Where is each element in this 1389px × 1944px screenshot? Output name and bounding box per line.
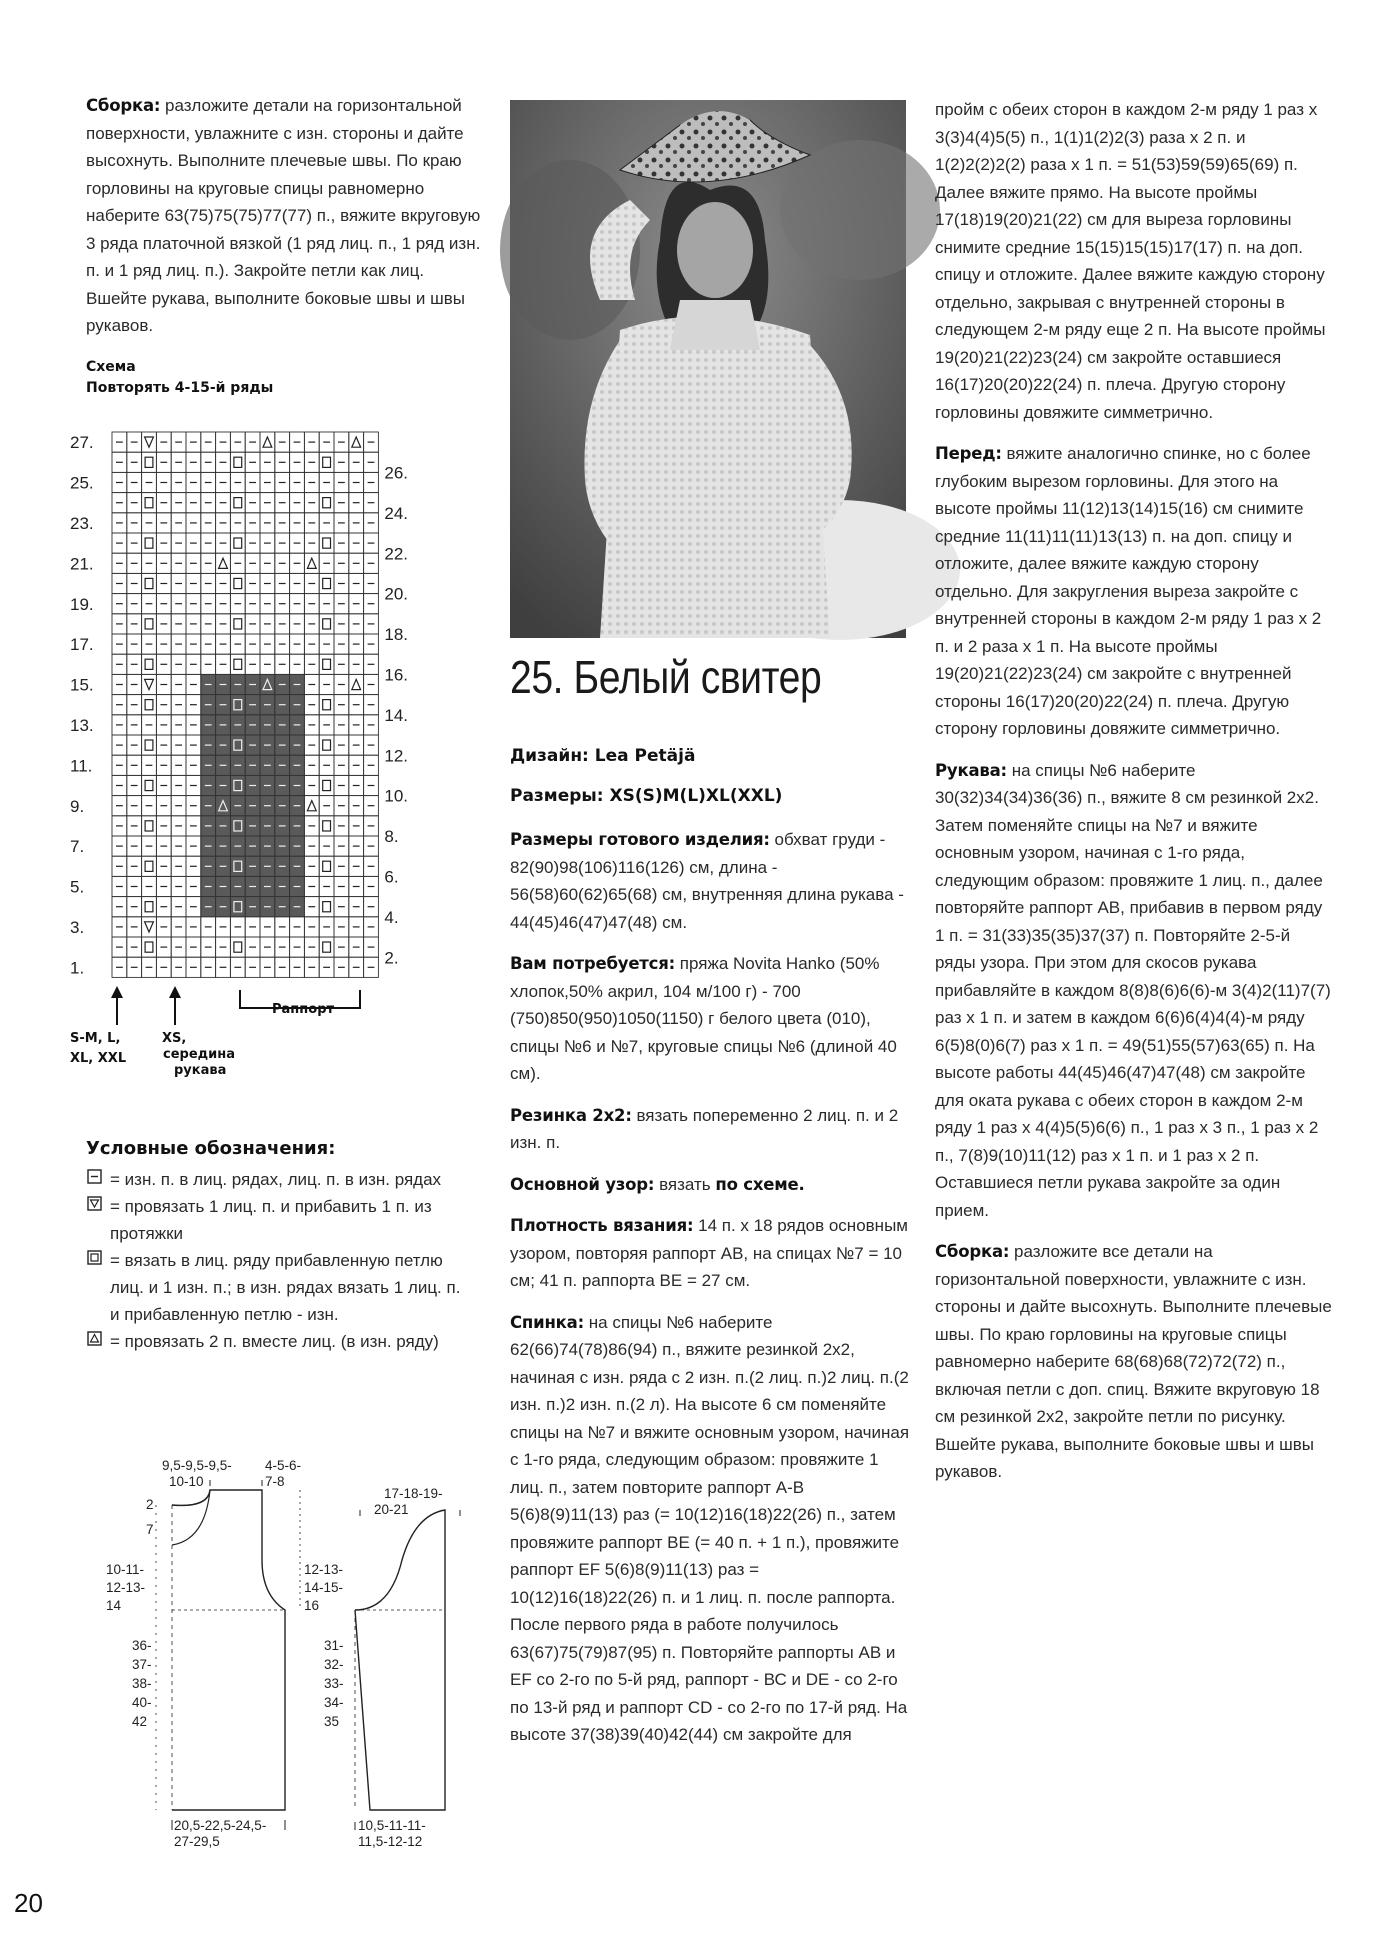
- materials-text: пряжа Novita Hanko (50% хлопок,50% акрил, 104 м/100 г) - 700 (750)850(950)1050(1150) г белого цвета (010), спицы №6 и №7, круговые спицы №6 (длиной 40 см).: [510, 954, 897, 1083]
- chart-row-label: 21.: [70, 554, 94, 574]
- armhole-right-c: 16: [304, 1598, 320, 1613]
- chart-cell: [304, 796, 319, 816]
- chart-row-label: 13.: [70, 715, 94, 735]
- chart-cell: [319, 735, 334, 755]
- sizes-line: Размеры: XS(S)M(L)XL(XXL): [510, 786, 783, 806]
- chart-symbol: [323, 861, 331, 871]
- armhole-right-b: 14-15-: [304, 1580, 344, 1595]
- chart-row-label: 22.: [384, 544, 409, 564]
- sleeve-length-label: 34-: [324, 1695, 344, 1710]
- chart-row-label: 6.: [384, 867, 399, 887]
- sleeve-text: на спицы №6 наберите 30(32)34(34)36(36) п., вяжите 8 см резинкой 2х2. Затем поменяйте спицы на №7 и вяжите основным узором, начиная с 1-го ряда, следующим образом: провяжите 1 лиц. п., далее повторяйте раппорт АВ, прибавив в первом ряду 1 п. = 31(33)35(35)37(37) п. Повторяйте 2-5-й ряды узора. При этом для скосов рукава прибавляйте в каждом 8(8)8(6)6(6)-м 3(4)2(11)7(7) раз х 1 п. и затем в каждом 6(6)6(4)4(4)-м ряду 6(5)8(0)6(7) раз х 1 п. = 49(51)55(57)63(65) п. На высоте работы 44(45)46(47)47(48) см закройте для оката рукава с обеих сторон в каждом 2-м ряду 1 раз х 4(4)5(5)6(6) п., 1 раз х 3 п., 1 раз х 2 п., 7(8)9(10)11(12) раз х 1 п. и 1 раз х 2 п. Оставшиеся петли рукава закройте за один прием.: [935, 760, 1331, 1220]
- chart-cell: [142, 897, 157, 917]
- chart-cell: [142, 856, 157, 876]
- marker-xs: XS,: [162, 1031, 187, 1046]
- materials-paragraph: [510, 950, 910, 1088]
- sleeve-paragraph: [935, 757, 1335, 1225]
- chart-cell: [230, 937, 245, 957]
- chart-symbol: [263, 437, 272, 447]
- neck-depth-a: 2: [146, 1497, 154, 1512]
- front-paragraph: [935, 440, 1335, 743]
- chart-cell: [319, 654, 334, 674]
- chart-symbol: [145, 700, 153, 710]
- chart-symbol: [145, 538, 153, 548]
- chart-row-label: 8.: [384, 827, 399, 847]
- arrow-up-icon: [111, 986, 123, 998]
- purl-square-icon: [86, 1166, 110, 1193]
- main-pattern-label: Основной узор:: [510, 1174, 655, 1194]
- chart-row-label: 20.: [384, 584, 409, 604]
- chart-cell: [304, 553, 319, 573]
- body-length-label: 40-: [132, 1695, 152, 1710]
- chart-row-label: 9.: [70, 796, 85, 816]
- back-label: Спинка:: [510, 1312, 585, 1332]
- increase-down-triangle-icon: [86, 1193, 110, 1247]
- chart-symbol: [323, 498, 331, 508]
- chart-symbol: [145, 498, 153, 508]
- chart-symbol: [145, 861, 153, 871]
- front-label: Перед:: [935, 444, 1002, 463]
- inner-square-icon: [86, 1247, 110, 1328]
- chart-row-label: 26.: [384, 463, 409, 483]
- chart-cell: [230, 614, 245, 634]
- arrow-up-icon: [169, 986, 181, 998]
- chart-cell: [142, 816, 157, 836]
- back-continued-paragraph: пройм с обеих сторон в каждом 2-м ряду 1 раз х 3(3)4(4)5(5) п., 1(1)1(2)2(3) раза х 2 п. и 1(2)2(2)2(2) раза х 1 п. = 51(53)59(59)65(69) п. Далее вяжите прямо. На высоте проймы 17(18)19(20)21(22) см для выреза горловины снимите средние 15(15)15(15)17(17) п. на доп. спицу и отложите. Далее вяжите каждую сторону отдельно, закрывая с внутренней стороны в следующем 2-м ряду еще 2 п. На высоте проймы 19(20)21(22)23(24) см закройте оставшиеся 16(17)20(20)22(24) п. плеча. Другую сторону горловины довяжите симметрично.: [935, 100, 1326, 422]
- page-number: 20: [14, 1888, 43, 1918]
- chart-row-label: 17.: [70, 635, 94, 655]
- chart-symbol: [145, 942, 153, 952]
- body-top-label-2: 10-10: [169, 1474, 204, 1489]
- chart-cell: [142, 614, 157, 634]
- gauge-label: Плотность вязания:: [510, 1216, 694, 1235]
- left-assembly-paragraph: [86, 92, 481, 340]
- back-text: на спицы №6 наберите 62(66)74(78)86(94) п., вяжите резинкой 2х2, начиная с изн. ряда с 2 изн. п.(2 лиц. п.)2 лиц. п.(2 изн. п.)2 изн. п.(2 л). На высоте 6 см поменяйте спицы на №7 и вяжите основным узором, начиная с 1-го ряда, следующим образом: провяжите 1 лиц. п., затем повторите раппорт А-В 5(6)8(9)11(13) раз (= 10(12)16(18)22(26) п., затем провяжите раппорт ВЕ (= 40 п. + 1 п.), провяжите раппорт EF 5(6)8(9)11(13) раз = 10(12)16(18)22(26) п. и 1 лиц. п. после раппорта. После первого ряда в работе получилось 63(67)75(79)87(95) п. Повторяйте раппорты АВ и EF со 2-го по 5-й ряд, раппорт - ВС и DE - со 2-го по 13-й ряд и раппорт CD - со 2-го по 17-й ряд. На высоте 37(38)39(40)42(44) см закройте для: [510, 1312, 910, 1744]
- chart-symbol: [323, 942, 331, 952]
- chart-row-label: 23.: [70, 513, 94, 533]
- legend-item-text: = изн. п. в лиц. рядах, лиц. п. в изн. рядах: [110, 1170, 442, 1189]
- chart-row-label: 3.: [70, 917, 85, 937]
- body-shoulder-label-2: 7-8: [265, 1474, 285, 1489]
- chart-symbol: [145, 659, 153, 669]
- repeat-label: Раппорт: [272, 1002, 335, 1017]
- chart-cell: [142, 452, 157, 472]
- armhole-label-b: 12-13-: [106, 1580, 146, 1595]
- legend-item-text: = провязать 2 п. вместе лиц. (в изн. ряду): [110, 1332, 439, 1351]
- chart-cell: [319, 775, 334, 795]
- body-top-label: 9,5-9,5-9,5-: [162, 1458, 232, 1473]
- chart-row-label: 11.: [70, 756, 93, 776]
- body-length-label: 38-: [132, 1676, 152, 1691]
- chart-cell: [142, 735, 157, 755]
- chart-symbol: [234, 942, 242, 952]
- scheme-caption: [86, 357, 273, 399]
- legend-item-text: = провязать 1 лиц. п. и прибавить 1 п. из протяжки: [110, 1197, 432, 1243]
- chart-symbol: [323, 619, 331, 629]
- middle-column: [510, 826, 910, 1763]
- chart-row-label: 4.: [384, 907, 399, 927]
- chart-cell: [142, 573, 157, 593]
- sleeve-bottom-label-2: 11,5-12-12: [358, 1834, 423, 1849]
- chart-cell: [319, 533, 334, 553]
- armhole-label-a: 10-11-: [106, 1562, 145, 1577]
- gauge-text: 14 п. х 18 рядов основным узором, повторяя раппорт АВ, на спицах №7 = 10 см; 41 п. раппорта ВЕ = 27 см.: [510, 1216, 908, 1290]
- chart-row-label: 14.: [384, 705, 409, 725]
- chart-row-label: 5.: [70, 877, 85, 897]
- chart-symbol: [323, 821, 331, 831]
- chart-cell: [319, 493, 334, 513]
- chart-cell: [319, 816, 334, 836]
- marker-xs-3: рукава: [174, 1063, 227, 1078]
- chart-symbol: [323, 740, 331, 750]
- finished-size-label: Размеры готового изделия:: [510, 830, 770, 849]
- model-photo-illustration: [510, 100, 906, 638]
- legend: [86, 1135, 466, 1355]
- assembly-text: разложите детали на горизонтальной поверхности, увлажните с изн. стороны и дайте высохнуть. Выполните плечевые швы. По краю горловины на круговые спицы равномерно наберите 63(75)75(75)77(77) п., вяжите вкруговую 3 ряда платочной вязкой (1 ряд лиц. п., 1 ряд изн. п. и 1 ряд лиц. п.). Закройте петли как лиц. Вшейте рукава, выполните боковые швы и швы рукавов.: [86, 96, 481, 335]
- chart-cell: [319, 695, 334, 715]
- sleeve-length-label: 33-: [324, 1676, 344, 1691]
- chart-cell: [349, 674, 364, 694]
- knitting-chart: [70, 420, 500, 1078]
- sleeve-label: Рукава:: [935, 760, 1007, 780]
- chart-cell: [349, 432, 364, 452]
- marker-xl: XL, XXL: [70, 1051, 127, 1066]
- chart-cell: [319, 452, 334, 472]
- chart-symbol: [219, 558, 228, 568]
- chart-symbol: [307, 801, 316, 811]
- body-bottom-label: 20,5-22,5-24,5-: [174, 1818, 267, 1833]
- body-bottom-label-2: 27-29,5: [174, 1834, 220, 1849]
- chart-symbol: [234, 457, 242, 467]
- assembly-label: Сборка:: [86, 96, 161, 115]
- chart-cell: [142, 917, 157, 937]
- chart-row-label: 7.: [70, 837, 85, 857]
- chart-cell: [216, 553, 231, 573]
- chart-markers: [70, 986, 360, 1078]
- sleeve-top-label-2: 20-21: [374, 1502, 409, 1517]
- chart-cell: [142, 654, 157, 674]
- knitting-chart-svg: [70, 420, 500, 1078]
- legend-item: [86, 1193, 466, 1247]
- chart-row-label: 15.: [70, 675, 94, 695]
- chart-symbol: [145, 922, 154, 932]
- pattern-title: 25. Белый свитер: [510, 651, 822, 703]
- back-paragraph: [510, 1309, 910, 1749]
- scheme-title: Схема: [86, 359, 136, 375]
- legend-item-text: = вязать в лиц. ряду прибавленную петлю лиц. и 1 изн. п.; в изн. рядах вязать 1 лиц. п. и прибавленную петлю - изн.: [110, 1251, 461, 1324]
- chart-cell: [142, 493, 157, 513]
- chart-symbol: [234, 578, 242, 588]
- finished-size-paragraph: [510, 826, 910, 936]
- body-shoulder-label: 4-5-6-: [265, 1458, 302, 1473]
- right-assembly-label: Сборка:: [935, 1242, 1010, 1261]
- chart-symbol: [145, 578, 153, 588]
- neck-depth-b: 7: [146, 1522, 154, 1537]
- legend-title: Условные обозначения:: [86, 1138, 336, 1159]
- chart-cell: [142, 775, 157, 795]
- chart-cell: [142, 533, 157, 553]
- chart-cell: [319, 937, 334, 957]
- main-pattern-bold: по схеме.: [715, 1174, 805, 1194]
- armhole-label-c: 14: [106, 1598, 122, 1613]
- chart-symbol: [234, 659, 242, 669]
- rib-label: Резинка 2х2:: [510, 1105, 632, 1125]
- chart-cell: [230, 533, 245, 553]
- chart-symbol: [323, 780, 331, 790]
- sleeve-length-label: 35: [324, 1714, 340, 1729]
- right-assembly-paragraph: [935, 1238, 1335, 1486]
- chart-symbol: [323, 659, 331, 669]
- chart-row-label: 10.: [384, 786, 409, 806]
- chart-row-label: 27.: [70, 433, 94, 453]
- chart-cell: [230, 493, 245, 513]
- chart-row-label: 18.: [384, 625, 409, 645]
- chart-symbol: [352, 437, 361, 447]
- front-text: вяжите аналогично спинке, но с более глубоким вырезом горловины. Для этого на высоте проймы 11(12)13(14)15(16) см снимите средние 11(11)11(11)13(13) п. на доп. спицу и отложите, далее вяжите каждую сторону отдельно. Для закругления выреза закройте с внутренней стороны в каждом 2-м ряду 1 раз х 2 п. и 2 раза х 1 п. На высоте проймы 19(20)21(22)23(24) см закройте с внутренней стороны 16(17)20(20)22(24) п. плеча. Другую сторону горловины довяжите симметрично.: [935, 444, 1322, 738]
- main-pattern-text: вязать: [659, 1174, 711, 1194]
- main-pattern-paragraph: [510, 1171, 910, 1199]
- chart-symbol: [234, 498, 242, 508]
- chart-cell: [142, 695, 157, 715]
- sleeve-length-label: 32-: [324, 1657, 344, 1672]
- chart-row-labels-left: [70, 433, 94, 977]
- chart-cell: [230, 654, 245, 674]
- chart-symbol: [145, 457, 153, 467]
- sleeve-bottom-label: 10,5-11-11-: [358, 1818, 426, 1833]
- k2tog-up-triangle-icon: [86, 1328, 110, 1355]
- chart-grid: [112, 432, 378, 977]
- armhole-right-a: 12-13-: [304, 1562, 344, 1577]
- chart-cell: [230, 452, 245, 472]
- gauge-paragraph: [510, 1212, 910, 1295]
- chart-symbol: [145, 619, 153, 629]
- chart-symbol: [145, 821, 153, 831]
- chart-cell: [142, 937, 157, 957]
- chart-row-label: 2.: [384, 948, 399, 968]
- chart-cell: [319, 573, 334, 593]
- chart-symbol: [323, 902, 331, 912]
- chart-symbol: [234, 538, 242, 548]
- chart-cell: [319, 897, 334, 917]
- chart-row-label: 12.: [384, 746, 409, 766]
- marker-sml: S-M, L,: [70, 1031, 121, 1046]
- chart-symbol: [145, 902, 153, 912]
- rib-paragraph: [510, 1102, 910, 1157]
- legend-item: [86, 1247, 466, 1328]
- rib-text: вязать попеременно 2 лиц. п. и 2 изн. п.: [510, 1105, 899, 1152]
- chart-symbol: [323, 578, 331, 588]
- chart-symbol: [323, 457, 331, 467]
- legend-item: [86, 1328, 466, 1355]
- body-length-label: 36-: [132, 1638, 152, 1653]
- chart-row-label: 1.: [70, 958, 85, 978]
- chart-cell: [260, 432, 275, 452]
- chart-symbol: [145, 679, 154, 689]
- body-length-label: 42: [132, 1714, 148, 1729]
- sweater-photo: [510, 100, 906, 638]
- left-column: [86, 92, 481, 354]
- finished-size-text: обхват груди - 82(90)98(106)116(126) см, длина - 56(58)60(62)65(68) см, внутренняя длина рукава - 44(45)46(47)47(48) см.: [510, 830, 904, 932]
- legend-item: [86, 1166, 466, 1193]
- sleeve-top-label: 17-18-19-: [384, 1486, 443, 1501]
- chart-cell: [319, 614, 334, 634]
- chart-symbol: [352, 679, 361, 689]
- chart-row-label: 19.: [70, 594, 94, 614]
- scheme-subtitle: Повторять 4-15-й ряды: [86, 380, 274, 396]
- chart-symbol: [307, 558, 316, 568]
- chart-symbol: [145, 437, 154, 447]
- chart-symbol: [145, 740, 153, 750]
- marker-xs-2: середина: [163, 1047, 236, 1062]
- neck-curve: [172, 1490, 210, 1545]
- chart-cell: [319, 856, 334, 876]
- chart-cell: [142, 674, 157, 694]
- designer-line: Дизайн: Lea Petäjä: [510, 746, 696, 766]
- chart-row-label: 25.: [70, 473, 94, 493]
- chart-symbol: [323, 538, 331, 548]
- chart-symbol: [145, 780, 153, 790]
- materials-label: Вам потребуется:: [510, 954, 676, 973]
- right-column: [935, 96, 1335, 1500]
- chart-symbol: [234, 619, 242, 629]
- chart-symbol: [323, 700, 331, 710]
- right-assembly-text: разложите все детали на горизонтальной поверхности, увлажните с изн. стороны и дайте высохнуть. Выполните плечевые швы. По краю горловины на круговые спицы равномерно наберите 68(68)68(72)72(72) п., включая петли с доп. спиц. Вяжите вкруговую 18 см резинкой 2х2, закройте петли по рисунку. Вшейте рукава, выполните боковые швы и швы рукавов.: [935, 1242, 1332, 1481]
- chart-cell: [230, 573, 245, 593]
- chart-row-label: 24.: [384, 503, 409, 523]
- sleeve-outline: [355, 1510, 445, 1810]
- sleeve-length-label: 31-: [324, 1638, 344, 1653]
- chart-row-labels-right: [384, 463, 408, 967]
- chart-row-label: 16.: [384, 665, 409, 685]
- chart-cell: [142, 432, 157, 452]
- pattern-schematic: [90, 1450, 490, 1870]
- body-length-label: 37-: [132, 1657, 152, 1672]
